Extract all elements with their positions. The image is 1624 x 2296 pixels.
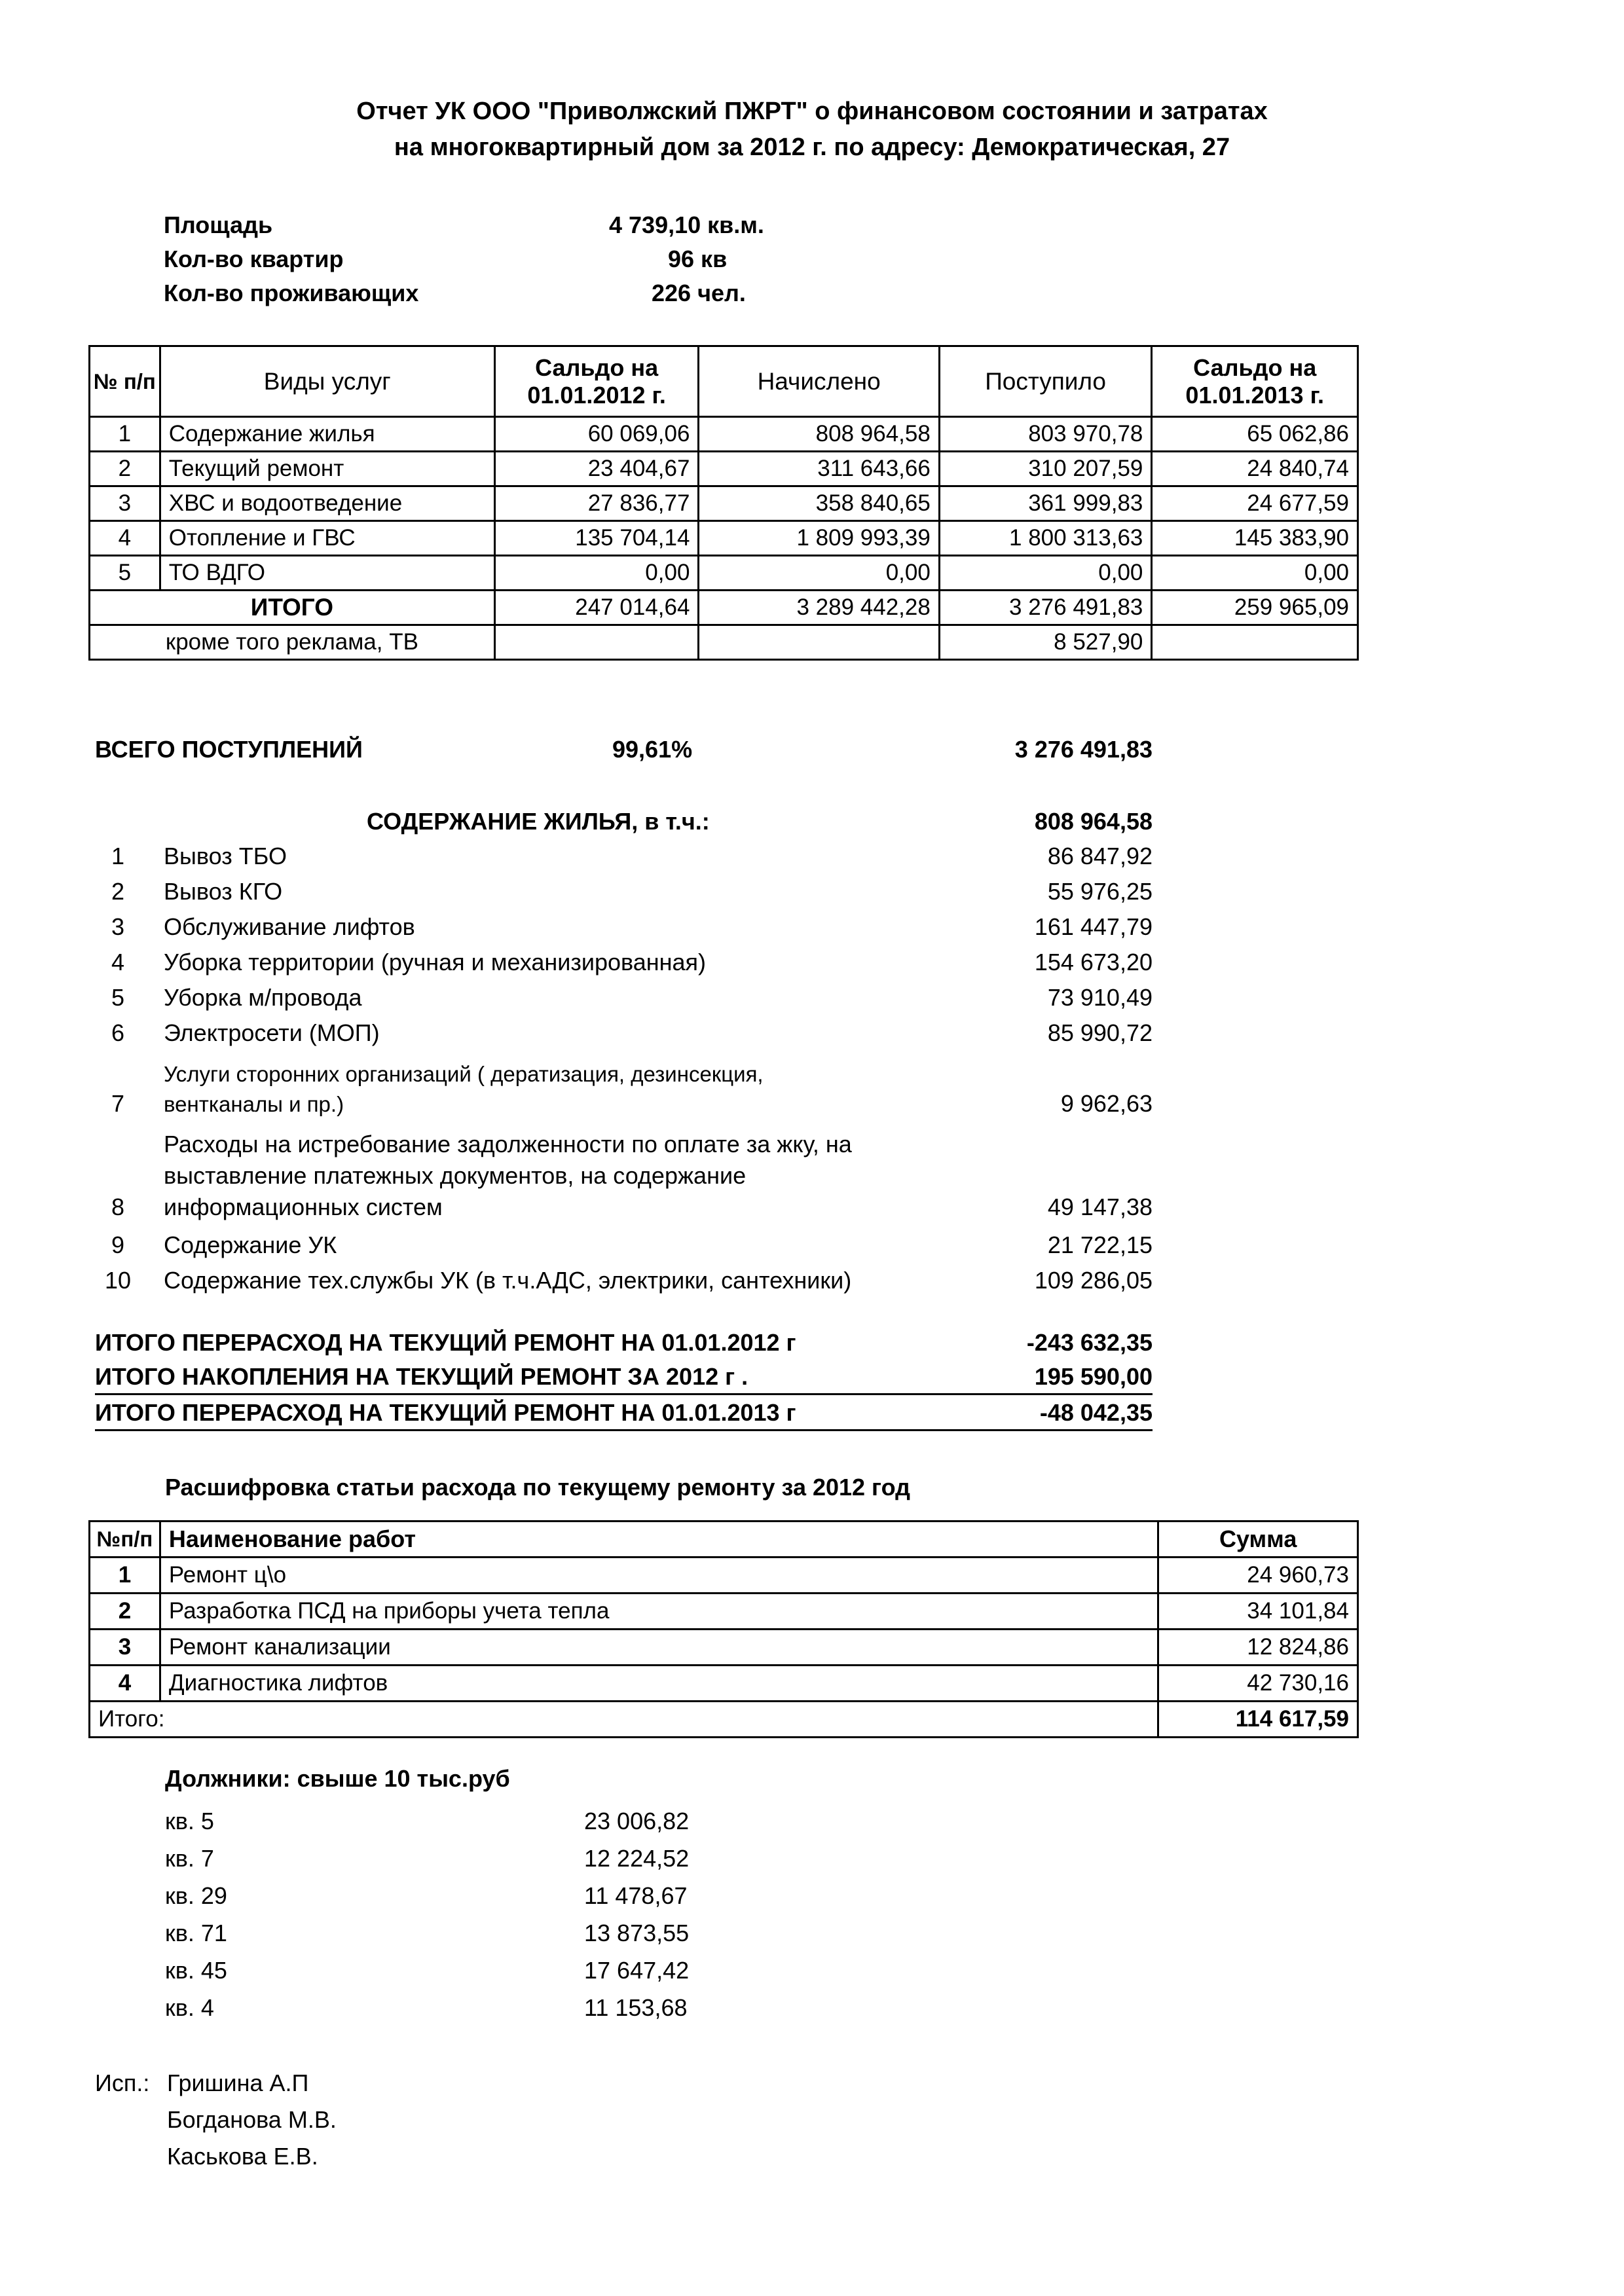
- maintenance-total: 808 964,58: [1034, 808, 1153, 835]
- maintenance-title: СОДЕРЖАНИЕ ЖИЛЬЯ, в т.ч.:: [367, 808, 710, 835]
- row-service: Отопление и ГВС: [160, 521, 494, 556]
- item-num: 5: [111, 984, 125, 1011]
- row-service: ХВС и водоотведение: [160, 486, 494, 521]
- repair-summary-label: ИТОГО ПЕРЕРАСХОД НА ТЕКУЩИЙ РЕМОНТ НА 01.01.2013 г: [95, 1399, 796, 1426]
- info-apartments-label: Кол-во квартир: [164, 246, 344, 272]
- item-value: 9 962,63: [1060, 1090, 1153, 1117]
- table-row: [90, 556, 1358, 591]
- repair-summary-row-2: [95, 1359, 1153, 1393]
- header-received: Поступило: [939, 346, 1152, 417]
- debtor-amount: 17 647,42: [584, 1957, 690, 1984]
- item-num: 3: [111, 913, 125, 940]
- table-row: [90, 486, 1358, 521]
- summary-divider: [95, 1429, 1153, 1431]
- debtors-list: [165, 1804, 754, 2028]
- table-row: [90, 521, 1358, 556]
- debtor-apt: кв. 5: [165, 1808, 214, 1834]
- row-saldo-start: 135 704,14: [494, 521, 699, 556]
- debtor-amount: 12 224,52: [584, 1845, 690, 1872]
- list-item: [98, 945, 1153, 980]
- breakdown-name: Разработка ПСД на приборы учета тепла: [160, 1594, 1158, 1630]
- list-item: [165, 1916, 754, 1953]
- list-item: [98, 1051, 1153, 1121]
- info-block: [164, 208, 786, 310]
- item-value: 85 990,72: [1047, 1019, 1153, 1046]
- repair-summary-label: ИТОГО НАКОПЛЕНИЯ НА ТЕКУЩИЙ РЕМОНТ ЗА 2012 г .: [95, 1363, 748, 1390]
- item-num: 8: [111, 1194, 125, 1220]
- info-residents-label: Кол-во проживающих: [164, 280, 419, 306]
- item-name: Содержание УК: [164, 1231, 337, 1258]
- extra-received: 8 527,90: [939, 625, 1152, 660]
- item-name-line3: информационных систем: [164, 1194, 443, 1220]
- header-saldo-end-line1: Сальдо на: [1193, 354, 1317, 381]
- row-num: 1: [90, 417, 160, 452]
- row-saldo-start: 60 069,06: [494, 417, 699, 452]
- extra-empty-2: [699, 625, 939, 660]
- repair-breakdown-title: Расшифровка статьи расхода по текущему ремонту за 2012 год: [165, 1474, 910, 1501]
- total-saldo-end: 259 965,09: [1152, 591, 1358, 625]
- row-charged: 808 964,58: [699, 417, 939, 452]
- item-num: 6: [111, 1019, 125, 1046]
- breakdown-header-num: №п/п: [90, 1522, 160, 1558]
- report-title-line2: на многоквартирный дом за 2012 г. по адресу: Демократическая, 27: [394, 134, 1230, 161]
- item-name-line1: Расходы на истребование задолженности по оплате за жку, на: [164, 1131, 852, 1157]
- breakdown-num: 1: [90, 1558, 160, 1594]
- total-receipts-value: 3 276 491,83: [1014, 736, 1153, 763]
- row-saldo-end: 145 383,90: [1152, 521, 1358, 556]
- list-item: [98, 1263, 1153, 1298]
- row-received: 1 800 313,63: [939, 521, 1152, 556]
- list-item: [165, 1804, 754, 1841]
- debtor-amount: 11 478,67: [584, 1882, 688, 1909]
- breakdown-total-value: 114 617,59: [1158, 1702, 1358, 1738]
- item-num: 1: [111, 843, 125, 869]
- item-name-line2: вентканалы и пр.): [164, 1092, 344, 1116]
- info-area: [164, 208, 786, 242]
- header-saldo-end: [1152, 346, 1358, 417]
- item-name-line2: выставление платежных документов, на содержание: [164, 1162, 747, 1189]
- list-item: [98, 980, 1153, 1015]
- row-received: 310 207,59: [939, 452, 1152, 486]
- row-saldo-end: 65 062,86: [1152, 417, 1358, 452]
- list-item: [98, 1121, 1153, 1228]
- repair-summary-row-3: [95, 1395, 1153, 1429]
- extra-label: кроме того реклама, ТВ: [90, 625, 495, 660]
- header-saldo-start-line1: Сальдо на: [535, 354, 659, 381]
- breakdown-num: 4: [90, 1666, 160, 1702]
- breakdown-header-row: [90, 1522, 1358, 1558]
- breakdown-num: 2: [90, 1594, 160, 1630]
- header-service: Виды услуг: [160, 346, 494, 417]
- list-item: [98, 1015, 1153, 1051]
- extra-empty-3: [1152, 625, 1358, 660]
- list-item: [165, 1841, 754, 1878]
- info-apartments: [164, 242, 786, 276]
- item-value: 161 447,79: [1034, 913, 1153, 940]
- row-received: 803 970,78: [939, 417, 1152, 452]
- breakdown-name: Ремонт канализации: [160, 1630, 1158, 1666]
- item-num: 9: [111, 1231, 125, 1258]
- repair-summary-value: 195 590,00: [1034, 1363, 1153, 1390]
- info-apartments-value: 96 кв: [668, 246, 728, 272]
- row-num: 5: [90, 556, 160, 591]
- item-num: 2: [111, 878, 125, 905]
- total-charged: 3 289 442,28: [699, 591, 939, 625]
- debtor-amount: 11 153,68: [584, 1994, 688, 2021]
- breakdown-sum: 42 730,16: [1158, 1666, 1358, 1702]
- row-saldo-start: 23 404,67: [494, 452, 699, 486]
- repair-summary-row-1: [95, 1325, 1153, 1359]
- debtor-apt: кв. 45: [165, 1957, 227, 1984]
- breakdown-total-row: [90, 1702, 1358, 1738]
- table-row: [90, 452, 1358, 486]
- info-residents-value: 226 чел.: [652, 280, 746, 306]
- list-item: [165, 1990, 754, 2028]
- row-charged: 0,00: [699, 556, 939, 591]
- item-name: Уборка м/провода: [164, 984, 362, 1011]
- item-value: 49 147,38: [1047, 1194, 1153, 1220]
- total-received: 3 276 491,83: [939, 591, 1152, 625]
- debtor-apt: кв. 4: [165, 1994, 214, 2021]
- breakdown-name: Диагностика лифтов: [160, 1666, 1158, 1702]
- row-charged: 1 809 993,39: [699, 521, 939, 556]
- executor-name: Каськова Е.В.: [167, 2143, 318, 2170]
- item-num: 7: [111, 1090, 125, 1117]
- item-num: 4: [111, 949, 125, 975]
- extra-empty-1: [494, 625, 699, 660]
- item-name: Вывоз ТБО: [164, 843, 287, 869]
- item-value: 55 976,25: [1047, 878, 1153, 905]
- header-saldo-start: [494, 346, 699, 417]
- services-total-row: [90, 591, 1358, 625]
- executors-list: [167, 2066, 337, 2176]
- debtor-apt: кв. 71: [165, 1920, 227, 1946]
- row-saldo-end: 24 840,74: [1152, 452, 1358, 486]
- table-row: [90, 1666, 1358, 1702]
- list-item: [98, 839, 1153, 874]
- breakdown-sum: 24 960,73: [1158, 1558, 1358, 1594]
- header-num: № п/п: [90, 346, 160, 417]
- breakdown-num: 3: [90, 1630, 160, 1666]
- breakdown-header-name: Наименование работ: [160, 1522, 1158, 1558]
- row-num: 2: [90, 452, 160, 486]
- info-residents: [164, 276, 786, 310]
- item-value: 86 847,92: [1047, 843, 1153, 869]
- repair-summary-label: ИТОГО ПЕРЕРАСХОД НА ТЕКУЩИЙ РЕМОНТ НА 01.01.2012 г: [95, 1329, 796, 1356]
- info-area-value: 4 739,10 кв.м.: [609, 211, 764, 238]
- list-item: [98, 909, 1153, 945]
- list-item: [98, 874, 1153, 909]
- services-extra-row: [90, 625, 1358, 660]
- debtor-amount: 13 873,55: [584, 1920, 690, 1946]
- debtor-apt: кв. 29: [165, 1882, 227, 1909]
- item-num: 10: [104, 1267, 132, 1294]
- item-name: Вывоз КГО: [164, 878, 283, 905]
- row-service: ТО ВДГО: [160, 556, 494, 591]
- total-receipts-percent: 99,61%: [612, 736, 693, 763]
- repair-summary-value: -48 042,35: [1039, 1399, 1153, 1426]
- executor-name: Гришина А.П: [167, 2069, 309, 2096]
- list-item: [98, 1228, 1153, 1263]
- table-row: [90, 1558, 1358, 1594]
- repair-summary-value: -243 632,35: [1026, 1329, 1153, 1356]
- item-name: Уборка территории (ручная и механизированная): [164, 949, 707, 975]
- header-saldo-end-line2: 01.01.2013 г.: [1185, 381, 1324, 409]
- row-charged: 311 643,66: [699, 452, 939, 486]
- row-received: 0,00: [939, 556, 1152, 591]
- total-receipts-label: ВСЕГО ПОСТУПЛЕНИЙ: [95, 736, 363, 763]
- table-row: [90, 1630, 1358, 1666]
- row-saldo-end: 24 677,59: [1152, 486, 1358, 521]
- maintenance-list: [98, 839, 1153, 1298]
- item-name: Электросети (МОП): [164, 1019, 380, 1046]
- item-value: 109 286,05: [1034, 1267, 1153, 1294]
- item-value: 21 722,15: [1047, 1231, 1153, 1258]
- list-item: [165, 1878, 754, 1916]
- row-service: Содержание жилья: [160, 417, 494, 452]
- services-table: [88, 345, 1359, 661]
- breakdown-sum: 12 824,86: [1158, 1630, 1358, 1666]
- info-area-label: Площадь: [164, 211, 273, 238]
- debtor-amount: 23 006,82: [584, 1808, 690, 1834]
- debtors-title: Должники: свыше 10 тыс.руб: [165, 1765, 510, 1792]
- table-row: [90, 1594, 1358, 1630]
- row-charged: 358 840,65: [699, 486, 939, 521]
- table-row: [90, 417, 1358, 452]
- breakdown-header-sum: Сумма: [1158, 1522, 1358, 1558]
- item-name: Обслуживание лифтов: [164, 913, 415, 940]
- breakdown-sum: 34 101,84: [1158, 1594, 1358, 1630]
- executor-name: Богданова М.В.: [167, 2106, 337, 2133]
- row-saldo-start: 0,00: [494, 556, 699, 591]
- row-num: 4: [90, 521, 160, 556]
- header-saldo-start-line2: 01.01.2012 г.: [527, 381, 666, 409]
- item-name: Содержание тех.службы УК (в т.ч.АДС, электрики, сантехники): [164, 1267, 852, 1294]
- repair-breakdown-table: [88, 1520, 1359, 1738]
- services-header-row: [90, 346, 1358, 417]
- list-item: [165, 1953, 754, 1990]
- executors-label: Исп.:: [95, 2069, 150, 2096]
- row-num: 3: [90, 486, 160, 521]
- header-charged: Начислено: [699, 346, 939, 417]
- breakdown-total-label: Итого:: [90, 1702, 1158, 1738]
- total-saldo-start: 247 014,64: [494, 591, 699, 625]
- repair-summary: [95, 1325, 1153, 1431]
- row-received: 361 999,83: [939, 486, 1152, 521]
- item-value: 73 910,49: [1047, 984, 1153, 1011]
- report-title-line1: Отчет УК ООО "Приволжский ПЖРТ" о финансовом состоянии и затратах: [356, 98, 1268, 125]
- row-service: Текущий ремонт: [160, 452, 494, 486]
- row-saldo-start: 27 836,77: [494, 486, 699, 521]
- row-saldo-end: 0,00: [1152, 556, 1358, 591]
- item-value: 154 673,20: [1034, 949, 1153, 975]
- debtor-apt: кв. 7: [165, 1845, 214, 1872]
- breakdown-name: Ремонт ц\о: [160, 1558, 1158, 1594]
- item-name-line1: Услуги сторонних организаций ( дератизация, дезинсекция,: [164, 1062, 764, 1086]
- total-label: ИТОГО: [90, 591, 495, 625]
